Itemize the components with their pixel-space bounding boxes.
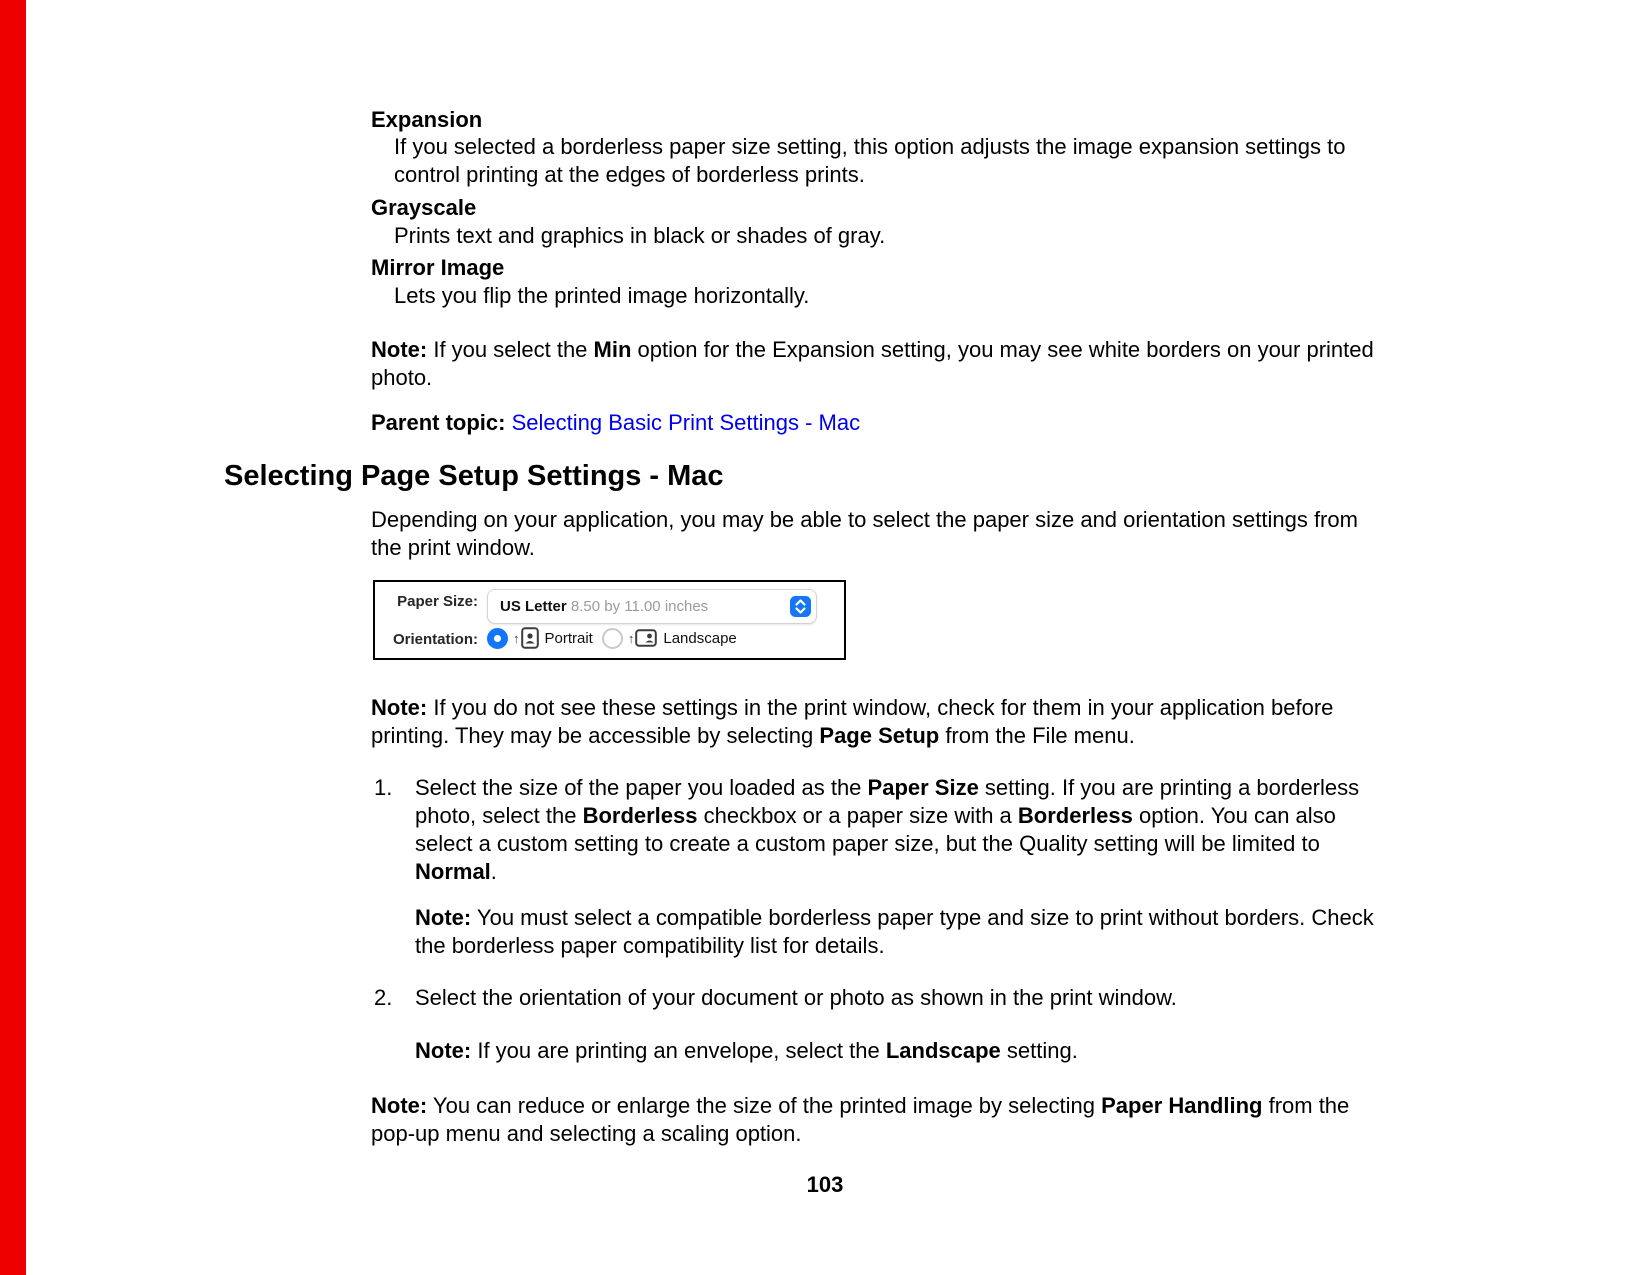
note-label: Note: xyxy=(415,905,472,930)
red-accent-bar xyxy=(0,0,26,1275)
orientation-label: Orientation: xyxy=(393,631,478,648)
parent-topic xyxy=(371,409,860,437)
text-run: checkbox or a paper size with a xyxy=(697,803,1018,828)
text-run: option for the Expansion setting, you may see white borders on your printed xyxy=(631,337,1374,362)
landscape-page-icon xyxy=(635,629,657,647)
note-min xyxy=(371,336,1374,392)
text-run: Landscape xyxy=(885,1038,1001,1063)
text-run: Paper Size xyxy=(867,775,979,800)
note-label: Note: xyxy=(371,1093,428,1118)
text-run: control printing at the edges of borderless prints. xyxy=(394,162,865,187)
text-run: If you are printing an envelope, select the xyxy=(471,1038,886,1063)
text-run: photo, select the xyxy=(415,803,583,828)
portrait-radio[interactable] xyxy=(487,628,508,649)
text-run: If you do not see these settings in the print window, check for them in your application before xyxy=(427,695,1334,720)
paper-size-value xyxy=(500,598,708,615)
def-term-mirror-image: Mirror Image xyxy=(371,255,505,280)
step2-text: Select the orientation of your document or photo as shown in the print window. xyxy=(415,985,1177,1010)
page-number: 103 xyxy=(806,1172,844,1197)
text-run: Borderless xyxy=(1017,803,1133,828)
def-desc-grayscale: Prints text and graphics in black or shades of gray. xyxy=(394,223,886,248)
text-run: Select the size of the paper you loaded as the xyxy=(415,775,868,800)
text-run: from the xyxy=(1262,1093,1350,1118)
text-run: printing. They may be accessible by selecting xyxy=(371,723,820,748)
text-run: setting. If you are printing a borderless xyxy=(978,775,1360,800)
note-scaling xyxy=(371,1092,1349,1148)
text-run: You can reduce or enlarge the size of the printed image by selecting xyxy=(427,1093,1102,1118)
text-run: Normal xyxy=(415,859,491,884)
parent-topic-link[interactable]: Selecting Basic Print Settings - Mac xyxy=(511,410,861,435)
def-desc-expansion xyxy=(394,133,1345,189)
step2-number: 2. xyxy=(374,985,393,1010)
text-run: photo. xyxy=(371,365,433,390)
landscape-radio[interactable] xyxy=(602,628,623,649)
text-run: Borderless xyxy=(582,803,698,828)
note-borderless xyxy=(415,904,1374,960)
portrait-option-label: Portrait xyxy=(544,629,593,647)
page-setup-dialog-screenshot xyxy=(373,580,846,660)
text-run: the print window. xyxy=(371,535,535,560)
text-run: Depending on your application, you may be able to select the paper size and orientation settings from xyxy=(371,507,1358,532)
note-page-setup xyxy=(371,694,1333,750)
text-run: the borderless paper compatibility list for details. xyxy=(415,933,885,958)
paper-size-label: Paper Size: xyxy=(397,593,478,610)
paper-size-detail: 8.50 by 11.00 inches xyxy=(570,598,709,615)
text-run: from the File menu. xyxy=(939,723,1135,748)
def-desc-mirror-image: Lets you flip the printed image horizontally. xyxy=(394,283,810,308)
text-run: setting. xyxy=(1000,1038,1078,1063)
text-run: pop-up menu and selecting a scaling option. xyxy=(371,1121,802,1146)
parent-topic-label: Parent topic: xyxy=(371,410,506,435)
orientation-options xyxy=(487,626,737,650)
note-label: Note: xyxy=(371,337,428,362)
stepper-icon xyxy=(790,596,811,617)
step1-text xyxy=(415,774,1359,886)
text-run: Page Setup xyxy=(819,723,940,748)
text-run: You must select a compatible borderless paper type and size to print without borders. Check xyxy=(471,905,1374,930)
portrait-page-icon xyxy=(521,627,539,649)
text-run: If you selected a borderless paper size setting, this option adjusts the image expansion settings to xyxy=(394,134,1346,159)
portrait-rotate-icon: ↑ xyxy=(513,630,520,646)
note-envelope xyxy=(415,1037,1078,1065)
text-run: US Letter xyxy=(500,598,567,615)
def-term-grayscale: Grayscale xyxy=(371,195,477,220)
text-run: select a custom setting to create a custom paper size, but the Quality setting will be limited to xyxy=(415,831,1320,856)
landscape-rotate-icon: ↑ xyxy=(627,630,635,646)
step1-number: 1. xyxy=(374,775,393,800)
def-term-expansion: Expansion xyxy=(371,107,483,132)
text-run: Min xyxy=(593,337,632,362)
note-label: Note: xyxy=(371,695,428,720)
intro-paragraph xyxy=(371,506,1358,562)
section-heading: Selecting Page Setup Settings - Mac xyxy=(224,460,724,492)
note-label: Note: xyxy=(415,1038,472,1063)
text-run: If you select the xyxy=(427,337,594,362)
landscape-option-label: Landscape xyxy=(663,629,737,647)
text-run: option. You can also xyxy=(1132,803,1336,828)
text-run: . xyxy=(490,859,497,884)
paper-size-select[interactable] xyxy=(487,589,817,624)
text-run: Paper Handling xyxy=(1101,1093,1263,1118)
